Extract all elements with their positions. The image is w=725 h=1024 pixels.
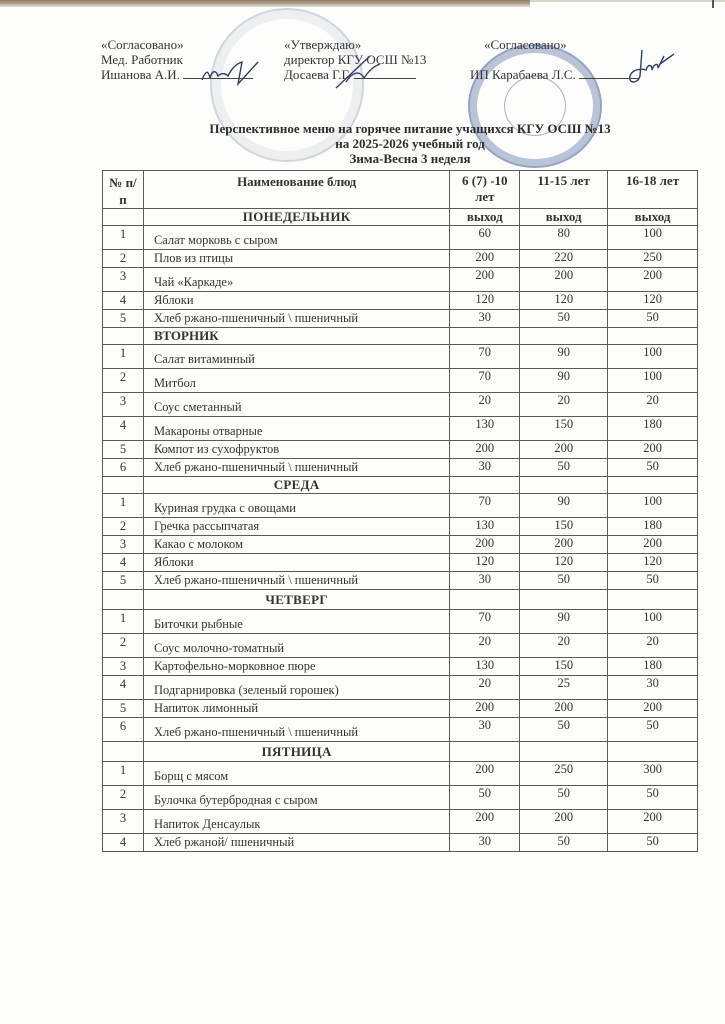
item-number: 6 [103,459,144,477]
header-age-11-15: 11-15 лет [520,171,608,209]
scan-edge-shadow [0,0,530,7]
day-empty-cell [608,742,698,762]
menu-item-row [103,417,698,441]
approval-name: Ишанова А.И. [101,67,180,82]
item-number: 3 [103,658,144,676]
header-name: Наименование блюд [143,171,449,209]
approval-label: «Утверждаю» [284,37,362,52]
portion-grams: 200 [450,700,520,718]
portion-grams: 20 [450,393,520,417]
dish-name: Салат морковь с сыром [143,226,449,250]
approval-role: директор КГУ ОСШ №13 [284,52,427,67]
day-empty-cell [450,477,520,494]
day-name: ПОНЕДЕЛЬНИК [143,209,449,226]
dish-name: Соус сметанный [143,393,449,417]
portion-grams: 30 [608,676,698,700]
scan-edge-line [530,0,725,2]
item-number: 3 [103,393,144,417]
portion-grams: 250 [608,250,698,268]
day-name: ПЯТНИЦА [143,742,449,762]
portion-grams: 30 [450,834,520,852]
item-number: 4 [103,554,144,572]
scan-edge-mark [712,0,714,8]
dish-name: Плов из птицы [143,250,449,268]
day-empty-cell [520,742,608,762]
dish-name: Салат витаминный [143,345,449,369]
approval-label: «Согласовано» [101,37,184,52]
menu-item-row [103,762,698,786]
item-number: 4 [103,292,144,310]
portion-grams: 50 [608,786,698,810]
day-num-cell [103,742,144,762]
day-row [103,477,698,494]
signature-supplier-icon [618,46,678,88]
dish-name: Хлеб ржано-пшеничный \ пшеничный [143,718,449,742]
portion-grams: 20 [450,634,520,658]
dish-name: Картофельно-морковное пюре [143,658,449,676]
portion-grams: 220 [520,250,608,268]
portion-grams: 50 [608,310,698,328]
day-empty-cell [450,590,520,610]
portion-grams: 70 [450,369,520,393]
dish-name: Яблоки [143,292,449,310]
portion-grams: 70 [450,610,520,634]
portion-grams: 50 [520,459,608,477]
portion-grams: 100 [608,610,698,634]
portion-grams: 180 [608,417,698,441]
menu-item-row [103,226,698,250]
dish-name: Чай «Каркаде» [143,268,449,292]
menu-table-body [103,209,698,852]
dish-name: Хлеб ржано-пшеничный \ пшеничный [143,459,449,477]
portion-grams: 90 [520,494,608,518]
header-num: № п/п [103,171,144,209]
item-number: 1 [103,762,144,786]
portion-grams: 200 [520,268,608,292]
portion-grams: 150 [520,417,608,441]
portion-grams: 200 [608,268,698,292]
menu-item-row [103,536,698,554]
portion-grams: 90 [520,610,608,634]
portion-grams: 50 [608,834,698,852]
portion-grams: 100 [608,226,698,250]
portion-grams: 200 [608,536,698,554]
portion-grams: 200 [608,700,698,718]
output-label: выход [608,209,698,226]
menu-item-row [103,310,698,328]
portion-grams: 200 [450,536,520,554]
signature-director-icon [330,52,390,92]
item-number: 5 [103,310,144,328]
document-title [100,121,720,166]
day-row [103,742,698,762]
dish-name: Куриная грудка с овощами [143,494,449,518]
day-empty-cell [520,477,608,494]
item-number: 3 [103,268,144,292]
title-line-2: на 2025-2026 учебный год [335,136,485,151]
menu-item-row [103,572,698,590]
portion-grams: 250 [520,762,608,786]
menu-item-row [103,786,698,810]
dish-name: Булочка бутербродная с сыром [143,786,449,810]
menu-item-row [103,369,698,393]
title-line-3: Зима-Весна 3 неделя [349,151,471,166]
dish-name: Митбол [143,369,449,393]
day-empty-cell [608,477,698,494]
title-line-1: Перспективное меню на горячее питание учащихся КГУ ОСШ №13 [209,121,611,136]
item-number: 6 [103,718,144,742]
portion-grams: 120 [608,292,698,310]
table-header-row [103,171,698,209]
portion-grams: 200 [450,762,520,786]
menu-item-row [103,700,698,718]
dish-name: Компот из сухофруктов [143,441,449,459]
menu-item-row [103,518,698,536]
menu-item-row [103,345,698,369]
dish-name: Биточки рыбные [143,610,449,634]
dish-name: Какао с молоком [143,536,449,554]
approval-block-supplier [484,37,567,52]
portion-grams: 200 [520,700,608,718]
portion-grams: 200 [608,810,698,834]
day-name: ЧЕТВЕРГ [143,590,449,610]
day-num-cell [103,209,144,226]
menu-item-row [103,718,698,742]
portion-grams: 130 [450,518,520,536]
item-number: 1 [103,345,144,369]
portion-grams: 100 [608,369,698,393]
day-empty-cell [520,590,608,610]
menu-item-row [103,658,698,676]
day-row [103,590,698,610]
portion-grams: 130 [450,658,520,676]
portion-grams: 30 [450,572,520,590]
menu-item-row [103,810,698,834]
portion-grams: 300 [608,762,698,786]
menu-item-row [103,393,698,417]
portion-grams: 20 [520,634,608,658]
day-num-cell [103,477,144,494]
portion-grams: 120 [450,292,520,310]
portion-grams: 120 [520,554,608,572]
day-name: ВТОРНИК [143,328,449,345]
portion-grams: 80 [520,226,608,250]
portion-grams: 90 [520,345,608,369]
dish-name: Хлеб ржано-пшеничный \ пшеничный [143,310,449,328]
item-number: 2 [103,786,144,810]
item-number: 5 [103,441,144,459]
item-number: 2 [103,250,144,268]
approval-name: Досаева Г.Г. [284,67,351,82]
dish-name: Гречка рассыпчатая [143,518,449,536]
menu-item-row [103,676,698,700]
header-age-6-10: 6 (7) -10 лет [450,171,520,209]
item-number: 4 [103,417,144,441]
portion-grams: 200 [450,810,520,834]
portion-grams: 180 [608,518,698,536]
portion-grams: 120 [450,554,520,572]
menu-item-row [103,250,698,268]
menu-item-row [103,459,698,477]
item-number: 4 [103,834,144,852]
menu-item-row [103,834,698,852]
menu-item-row [103,441,698,459]
portion-grams: 200 [450,441,520,459]
menu-item-row [103,634,698,658]
menu-item-row [103,494,698,518]
portion-grams: 50 [520,718,608,742]
dish-name: Соус молочно-томатный [143,634,449,658]
portion-grams: 200 [608,441,698,459]
day-row [103,328,698,345]
dish-name: Хлеб ржаной/ пшеничный [143,834,449,852]
item-number: 2 [103,369,144,393]
menu-table [102,170,698,852]
portion-grams: 50 [608,572,698,590]
item-number: 5 [103,572,144,590]
day-empty-cell [520,328,608,345]
portion-grams: 50 [608,718,698,742]
portion-grams: 25 [520,676,608,700]
portion-grams: 20 [608,634,698,658]
portion-grams: 50 [608,459,698,477]
portion-grams: 60 [450,226,520,250]
item-number: 4 [103,676,144,700]
portion-grams: 30 [450,718,520,742]
portion-grams: 70 [450,494,520,518]
portion-grams: 50 [520,786,608,810]
portion-grams: 120 [608,554,698,572]
menu-item-row [103,554,698,572]
portion-grams: 150 [520,658,608,676]
portion-grams: 30 [450,310,520,328]
approval-name: ИП Карабаева Л.С. [470,67,576,82]
menu-item-row [103,268,698,292]
portion-grams: 50 [520,310,608,328]
portion-grams: 120 [520,292,608,310]
item-number: 3 [103,810,144,834]
portion-grams: 150 [520,518,608,536]
portion-grams: 70 [450,345,520,369]
portion-grams: 50 [450,786,520,810]
portion-grams: 100 [608,494,698,518]
portion-grams: 200 [520,536,608,554]
item-number: 3 [103,536,144,554]
dish-name: Яблоки [143,554,449,572]
portion-grams: 20 [450,676,520,700]
portion-grams: 200 [450,268,520,292]
portion-grams: 200 [450,250,520,268]
day-num-cell [103,328,144,345]
output-label: выход [520,209,608,226]
day-empty-cell [608,590,698,610]
day-num-cell [103,590,144,610]
item-number: 2 [103,634,144,658]
portion-grams: 200 [520,810,608,834]
item-number: 1 [103,610,144,634]
portion-grams: 20 [520,393,608,417]
dish-name: Хлеб ржано-пшеничный \ пшеничный [143,572,449,590]
approval-label: «Согласовано» [484,37,567,52]
menu-item-row [103,610,698,634]
item-number: 2 [103,518,144,536]
dish-name: Напиток лимонный [143,700,449,718]
approval-role: Мед. Работник [101,52,183,67]
portion-grams: 100 [608,345,698,369]
day-empty-cell [450,742,520,762]
dish-name: Борщ с мясом [143,762,449,786]
day-empty-cell [608,328,698,345]
day-name: СРЕДА [143,477,449,494]
dish-name: Напиток Денсаулык [143,810,449,834]
approval-supplier-name-line [470,67,639,82]
day-row [103,209,698,226]
dish-name: Макароны отварные [143,417,449,441]
signature-medical-icon [198,58,268,88]
portion-grams: 180 [608,658,698,676]
portion-grams: 20 [608,393,698,417]
item-number: 1 [103,494,144,518]
portion-grams: 30 [450,459,520,477]
portion-grams: 50 [520,572,608,590]
day-empty-cell [450,328,520,345]
portion-grams: 200 [520,441,608,459]
item-number: 5 [103,700,144,718]
portion-grams: 130 [450,417,520,441]
item-number: 1 [103,226,144,250]
header-age-16-18: 16-18 лет [608,171,698,209]
portion-grams: 50 [520,834,608,852]
menu-item-row [103,292,698,310]
dish-name: Подгарнировка (зеленый горошек) [143,676,449,700]
portion-grams: 90 [520,369,608,393]
output-label: выход [450,209,520,226]
